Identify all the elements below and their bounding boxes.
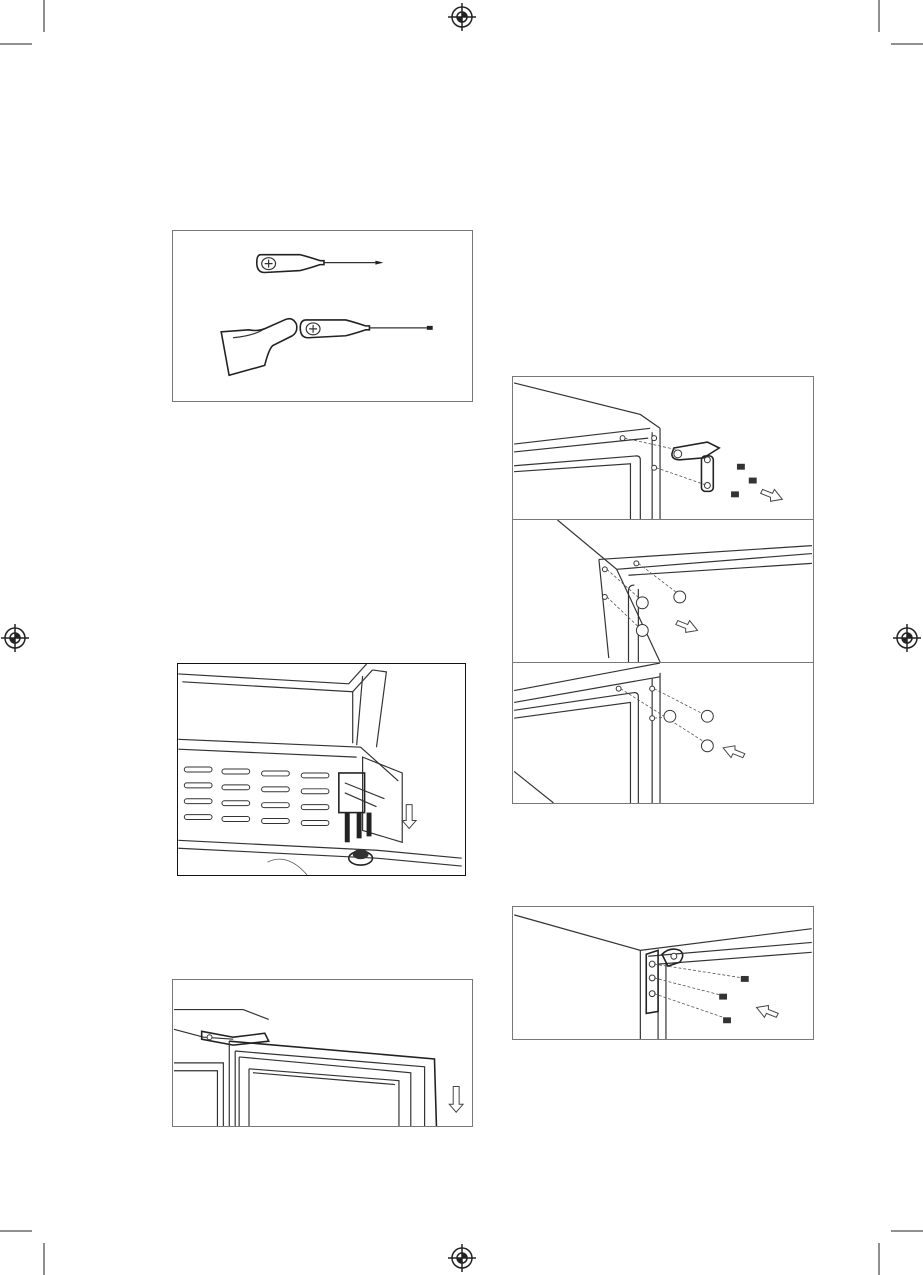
bottom-hinge-figure: [177, 663, 466, 876]
tools-figure: [172, 230, 473, 402]
crosshair-registration-icon: [893, 624, 921, 652]
crosshair-registration-icon: [448, 3, 476, 31]
cover-caps-icon: [513, 520, 813, 662]
putty-knife-icon: [221, 319, 297, 376]
cover-caps-refit-figure: [512, 662, 814, 804]
crosshair-registration-icon: [1, 624, 29, 652]
crosshair-registration-icon: [448, 1244, 476, 1272]
flathead-screwdriver-icon: [300, 320, 432, 338]
top-hinge-refit-figure: [512, 906, 814, 1040]
bottom-hinge-assembly-icon: [178, 664, 465, 875]
top-hinge-refit-icon: [513, 907, 813, 1039]
top-hinge-removal-icon: [513, 377, 813, 519]
top-hinge-removal-figure: [512, 376, 814, 520]
door-removal-figure: [172, 979, 473, 1127]
cover-caps-figure: [512, 519, 814, 663]
phillips-screwdriver-icon: [257, 255, 384, 273]
cover-caps-refit-icon: [513, 663, 813, 803]
door-lift-off-icon: [173, 980, 472, 1126]
